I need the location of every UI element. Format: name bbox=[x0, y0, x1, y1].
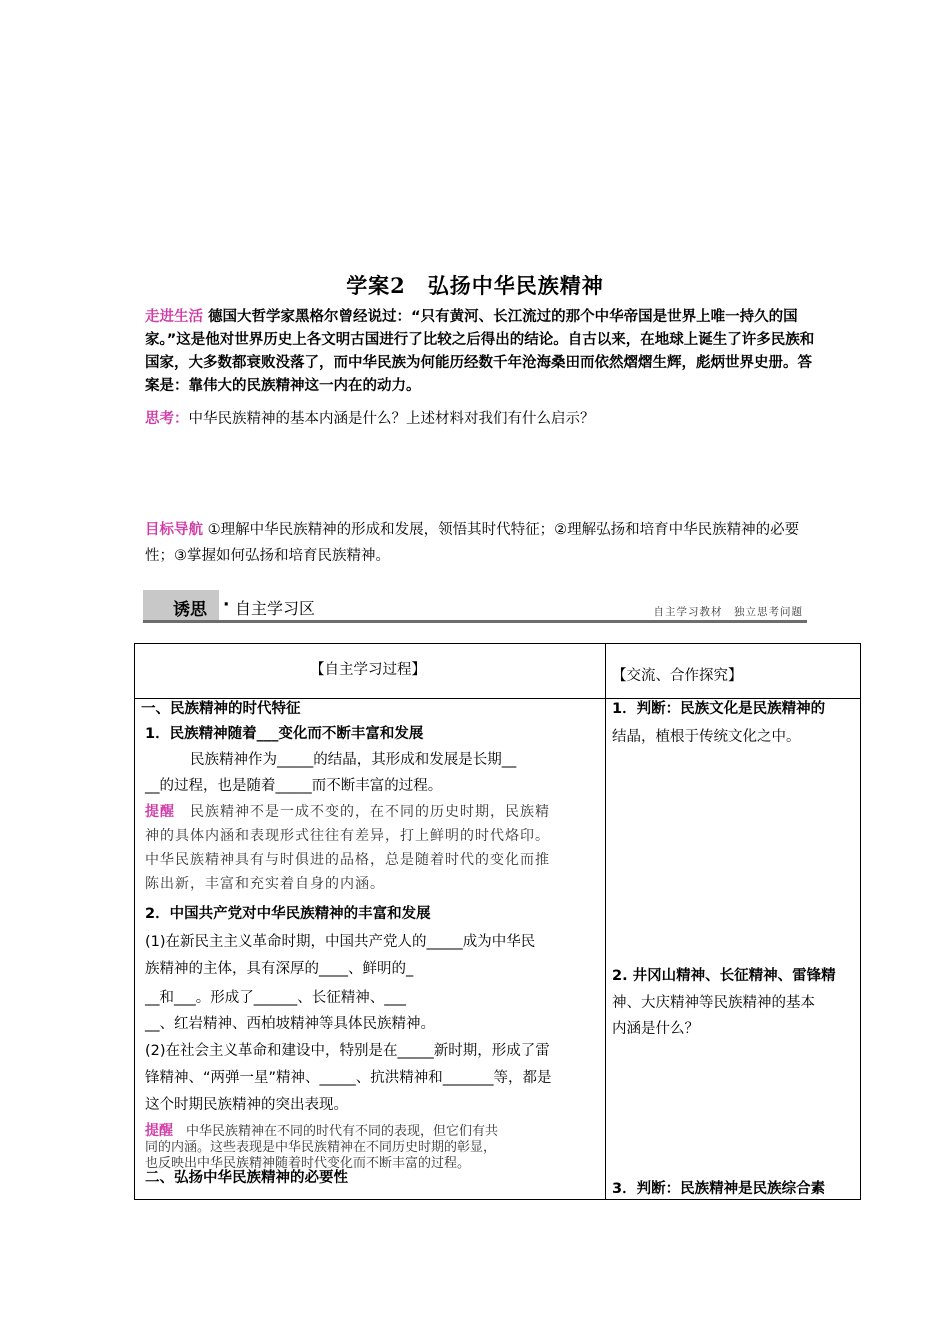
goal-tag: 目标导航 bbox=[145, 522, 203, 538]
question-2-line-2: 神、大庆精神等民族精神的基本 bbox=[612, 995, 815, 1011]
goal-text: ①理解中华民族精神的形成和发展，领悟其时代特征；②理解弘扬和培育中华民族精神的必要性；③掌握如何弘扬和培育民族精神。 bbox=[145, 522, 800, 564]
note-1 bbox=[145, 800, 550, 896]
question-3-line-1: 3．判断：民族精神是民族综合素 bbox=[612, 1181, 826, 1197]
intro-text: 德国大哲学家黑格尔曾经说过：“只有黄河、长江流过的那个中华帝国是世界上唯一持久的国家。”这是他对世界历史上各文明古国进行了比较之后得出的结论。自古以来，在地球上诞生了许多民族和国家，大多数都衰败没落了，而中华民族为何能历经数千年沧海桑田而依然熠熠生辉，彪炳世界史册。答案是：靠伟大的民族精神这一内在的动力。 bbox=[145, 309, 815, 394]
table-column-divider bbox=[605, 643, 606, 1200]
point-2-line-2: 锋精神、“两弹一星”精神、_____、抗洪精神和_______等，都是 bbox=[145, 1070, 552, 1086]
point-1-line-3: __和___。形成了______、长征精神、___ bbox=[145, 990, 406, 1006]
question-1-line-1: 1．判断：民族文化是民族精神的 bbox=[612, 701, 826, 717]
goal-paragraph bbox=[145, 517, 815, 569]
banner-subtitle: 自主学习区 bbox=[235, 599, 316, 618]
intro-paragraph bbox=[145, 306, 815, 398]
question-1-line-2: 结晶，植根于传统文化之中。 bbox=[612, 729, 801, 745]
section-1-2-heading: 2．中国共产党对中华民族精神的丰富和发展 bbox=[145, 906, 431, 922]
point-1-line-1: (1)在新民主主义革命时期，中国共产党人的_____成为中华民 bbox=[145, 934, 536, 950]
note-2 bbox=[145, 1123, 498, 1172]
note-2-line-2: 同的内涵。这些表现是中华民族精神在不同历史时期的彰显， bbox=[145, 1140, 497, 1155]
question-2-line-1: 2. 井冈山精神、长征精神、雷锋精 bbox=[612, 968, 836, 984]
section-1-1-heading: 1．民族精神随着___变化而不断丰富和发展 bbox=[145, 726, 424, 742]
intro-tag: 走进生活 bbox=[145, 309, 203, 325]
banner-underline bbox=[143, 620, 807, 623]
section-1-1-line-a: 民族精神作为_____的结晶，其形成和发展是长期__ bbox=[190, 752, 517, 768]
note-2-line-1: 中华民族精神在不同的时代有不同的表现，但它们有共 bbox=[186, 1124, 499, 1139]
banner-dot: · bbox=[223, 595, 230, 615]
point-2-line-3: 这个时期民族精神的突出表现。 bbox=[145, 1097, 348, 1113]
note-1-line-3: 中华民族精神具有与时俱进的品格，总是随着时代的变化而推 bbox=[145, 852, 550, 868]
section-1-1-line-b: __的过程，也是随着_____而不断丰富的过程。 bbox=[145, 778, 443, 794]
section-1-heading: 一、民族精神的时代特征 bbox=[141, 701, 301, 717]
banner-right-caption: 自主学习教材 独立思考问题 bbox=[653, 606, 803, 618]
think-paragraph bbox=[145, 408, 815, 431]
point-2-line-1: (2)在社会主义革命和建设中，特别是在_____新时期，形成了雷 bbox=[145, 1043, 550, 1059]
section-banner bbox=[143, 590, 807, 624]
note-1-line-1: 民族精神不是一成不变的，在不同的历史时期，民族精 bbox=[190, 804, 550, 820]
note-1-tag: 提醒 bbox=[145, 804, 175, 820]
section-2-heading: 二、弘扬中华民族精神的必要性 bbox=[145, 1170, 348, 1186]
table-header-left: 【自主学习过程】 bbox=[310, 662, 426, 678]
think-tag: 思考： bbox=[145, 411, 189, 427]
note-2-line-3: 也反映出中华民族精神随着时代变化而不断丰富的过程。 bbox=[145, 1156, 471, 1171]
question-2-line-3: 内涵是什么？ bbox=[612, 1021, 699, 1037]
point-1-line-4: __、红岩精神、西柏坡精神等具体民族精神。 bbox=[145, 1016, 435, 1032]
banner-title: 诱思 bbox=[173, 600, 207, 620]
point-1-line-2: 族精神的主体，具有深厚的____、鲜明的_ bbox=[145, 961, 414, 977]
think-text: 中华民族精神的基本内涵是什么？上述材料对我们有什么启示？ bbox=[188, 411, 595, 427]
note-2-tag: 提醒 bbox=[145, 1123, 173, 1139]
table-header-right: 【交流、合作探究】 bbox=[612, 668, 743, 684]
note-1-line-4: 陈出新，丰富和充实着自身的内涵。 bbox=[145, 876, 385, 892]
note-1-line-2: 神的具体内涵和表现形式往往有差异，打上鲜明的时代烙印。 bbox=[145, 828, 550, 844]
page-title: 学案2 弘扬中华民族精神 bbox=[346, 273, 604, 298]
